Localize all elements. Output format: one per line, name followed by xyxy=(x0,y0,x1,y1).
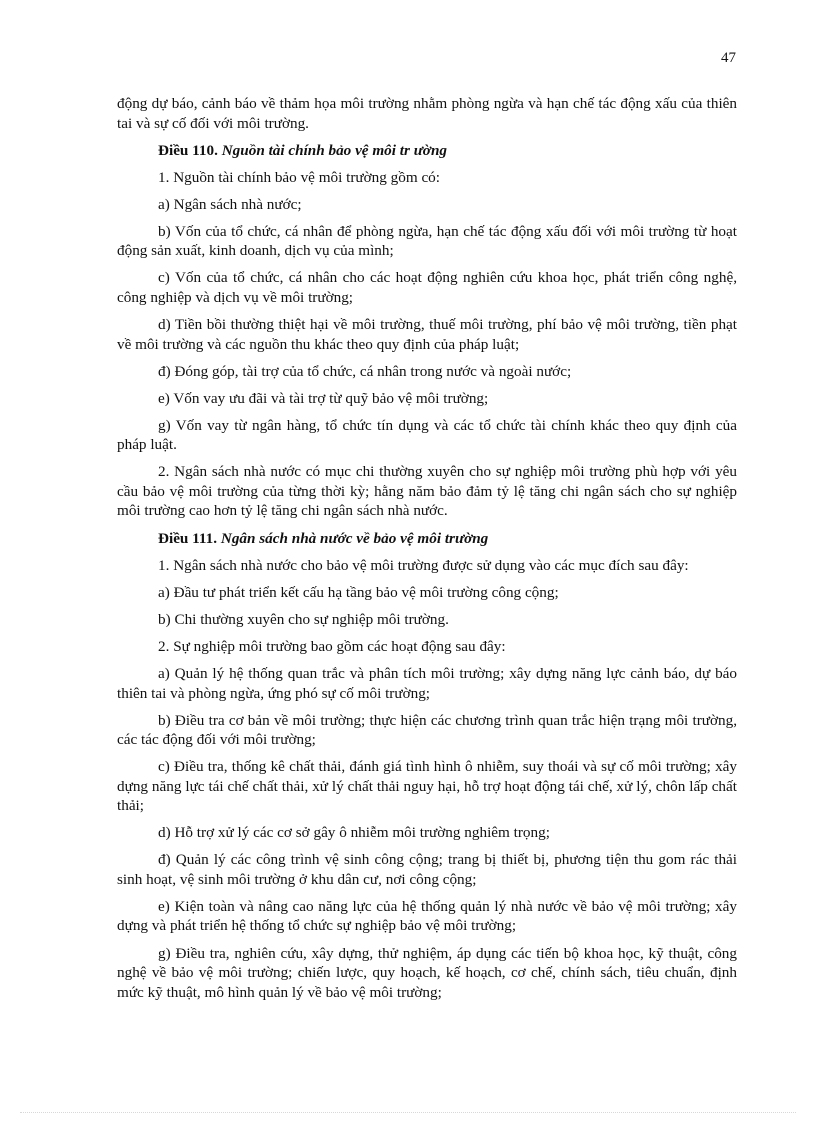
page-number: 47 xyxy=(721,50,736,66)
paragraph: a) Ngân sách nhà nước; xyxy=(158,195,302,213)
paragraph: e) Kiện toàn và nâng cao năng lực của hệ thống quản lý nhà nước về bảo vệ môi trường; xây dựng và phát triển hệ thống tổ chức sự nghiệp bảo vệ môi trường; xyxy=(117,897,737,935)
paragraph: g) Điều tra, nghiên cứu, xây dựng, thử nghiệm, áp dụng các tiến bộ khoa học, kỹ thuật, công nghệ về bảo vệ môi trường; chiến lược, quy hoạch, kế hoạch, cơ chế, chính sách, tiêu chuẩn, định mức kỹ thuật, mô hình quản lý về bảo vệ môi trường; xyxy=(117,944,737,1001)
paragraph: a) Đầu tư phát triển kết cấu hạ tầng bảo vệ môi trường công cộng; xyxy=(158,583,559,601)
paragraph: b) Vốn của tổ chức, cá nhân để phòng ngừa, hạn chế tác động xấu đối với môi trường từ hoạt động sản xuất, kinh doanh, dịch vụ của mình; xyxy=(117,222,737,260)
document-body xyxy=(117,94,737,1010)
paragraph: đ) Đóng góp, tài trợ của tổ chức, cá nhân trong nước và ngoài nước; xyxy=(158,362,572,380)
article-title: Nguồn tài chính bảo vệ môi tr ường xyxy=(221,141,447,159)
article-heading xyxy=(117,141,737,161)
page-bottom-divider xyxy=(20,1112,796,1113)
paragraph: 1. Ngân sách nhà nước cho bảo vệ môi trường được sử dụng vào các mục đích sau đây: xyxy=(158,556,689,574)
paragraph: a) Quản lý hệ thống quan trắc và phân tích môi trường; xây dựng năng lực cảnh báo, dự báo thiên tai và phòng ngừa, ứng phó sự cố môi trường; xyxy=(117,665,737,702)
article-title: Ngân sách nhà nước về bảo vệ môi trường xyxy=(220,529,489,547)
paragraph: 2. Sự nghiệp môi trường bao gồm các hoạt động sau đây: xyxy=(158,637,506,655)
paragraph: d) Tiền bồi thường thiệt hại về môi trường, thuế môi trường, phí bảo vệ môi trường, tiền phạt về môi trường và các nguồn thu khác theo quy định của pháp luật; xyxy=(117,316,737,353)
article-number: Điều 110. xyxy=(158,141,218,159)
paragraph: 1. Nguồn tài chính bảo vệ môi trường gồm có: xyxy=(158,168,440,186)
paragraph: c) Điều tra, thống kê chất thải, đánh giá tình hình ô nhiễm, suy thoái và sự cố môi trường; xây dựng năng lực tái chế chất thải, xử lý chất thải nguy hại, hỗ trợ hoạt động tái chế, xử lý, chôn lấp chất thải; xyxy=(117,758,737,815)
paragraph: e) Vốn vay ưu đãi và tài trợ từ quỹ bảo vệ môi trường; xyxy=(158,389,489,407)
paragraph: d) Hỗ trợ xử lý các cơ sở gây ô nhiễm môi trường nghiêm trọng; xyxy=(158,824,550,842)
paragraph: động dự báo, cảnh báo về thảm họa môi trường nhằm phòng ngừa và hạn chế tác động xấu của thiên tai và sự cố đối với môi trường. xyxy=(117,95,737,132)
paragraph: c) Vốn của tổ chức, cá nhân cho các hoạt động nghiên cứu khoa học, phát triển công nghệ, công nghiệp và dịch vụ về môi trường; xyxy=(117,269,737,306)
article-number: Điều 111. xyxy=(158,529,218,547)
paragraph: g) Vốn vay từ ngân hàng, tổ chức tín dụng và các tổ chức tài chính khác theo quy định của pháp luật. xyxy=(117,416,737,454)
article-heading xyxy=(117,529,737,549)
paragraph: đ) Quản lý các công trình vệ sinh công cộng; trang bị thiết bị, phương tiện thu gom rác thải sinh hoạt, vệ sinh môi trường ở khu dân cư, nơi công cộng; xyxy=(117,851,737,888)
paragraph: b) Chi thường xuyên cho sự nghiệp môi trường. xyxy=(158,610,449,628)
paragraph: 2. Ngân sách nhà nước có mục chi thường xuyên cho sự nghiệp môi trường phù hợp với yêu cầu bảo vệ môi trường của từng thời kỳ; hằng năm bảo đảm tỷ lệ tăng chi ngân sách cho sự nghiệp môi trường cao hơn tỷ lệ tăng chi ngân sách nhà nước. xyxy=(117,463,737,520)
paragraph: b) Điều tra cơ bản về môi trường; thực hiện các chương trình quan trắc hiện trạng môi trường, các tác động đối với môi trường; xyxy=(117,711,737,749)
